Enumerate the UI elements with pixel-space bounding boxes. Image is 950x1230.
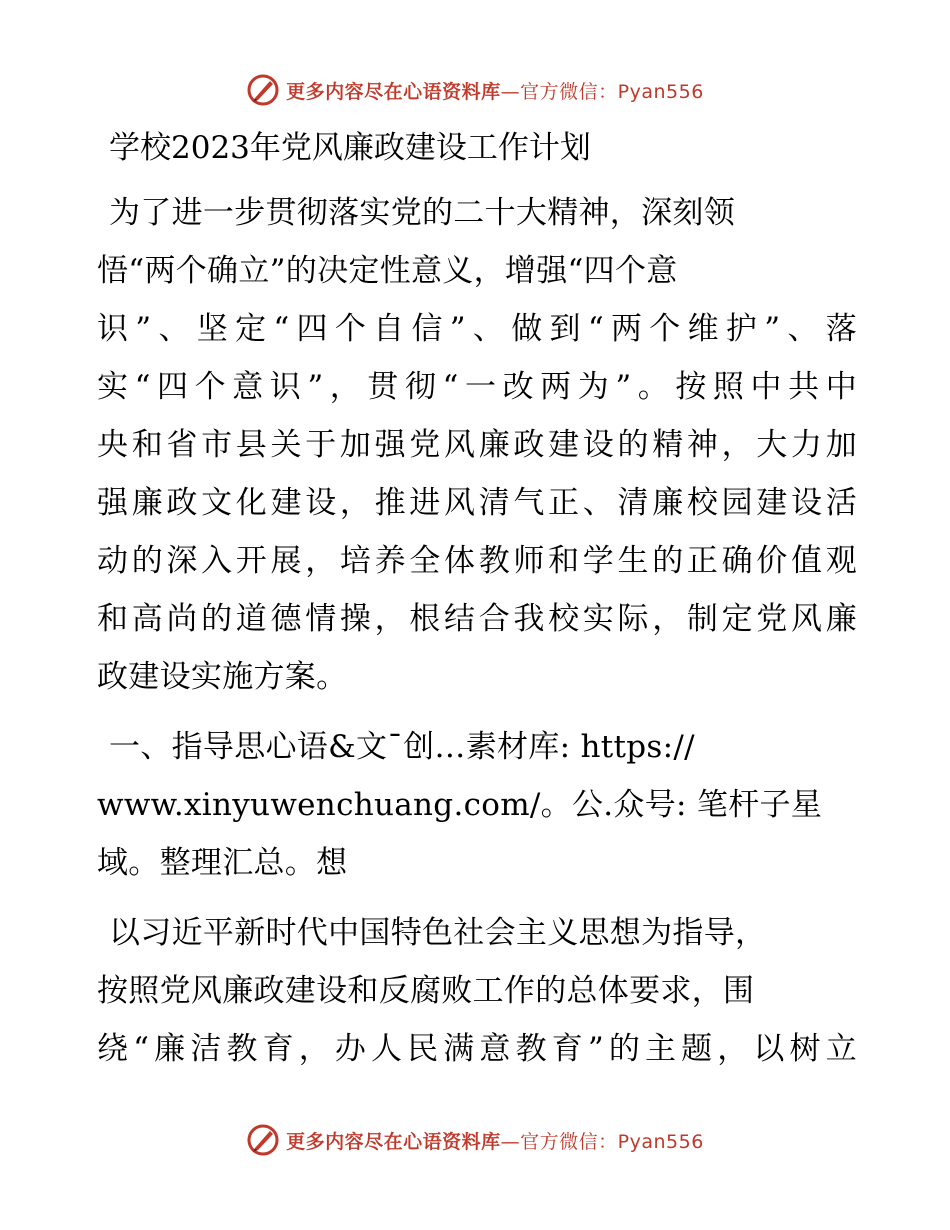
paragraph-line: 一、指导思心语&文¯创…素材库: https:// bbox=[109, 729, 695, 765]
watermark-banner-bottom bbox=[0, 1120, 950, 1160]
paragraph-line: 强廉政文化建设，推进风清气正、清廉校园建设活 bbox=[97, 485, 857, 521]
document-title: 学校2023年党风廉政建设工作计划 bbox=[109, 130, 591, 166]
intro-paragraph bbox=[97, 184, 857, 706]
watermark-text: 更多内容尽在心语资料库—官方微信：Pyan556 bbox=[286, 80, 704, 103]
paragraph-line: 为了进一步贯彻落实党的二十大精神，深刻领 bbox=[109, 195, 735, 231]
paragraph-line: www.xinyuwenchuang.com/。公.众号: 笔杆子星 bbox=[97, 787, 823, 823]
paragraph-line: 央和省市县关于加强党风廉政建设的精神，大力加 bbox=[97, 427, 857, 463]
paragraph-line: 政建设实施方案。 bbox=[97, 659, 348, 695]
paragraph-line: 以习近平新时代中国特色社会主义思想为指导， bbox=[109, 915, 767, 951]
paragraph-line: 域。整理汇总。想 bbox=[97, 845, 348, 881]
quill-pen-logo-icon bbox=[246, 73, 280, 107]
quill-pen-logo-icon bbox=[246, 1123, 280, 1157]
paragraph-line: 动的深入开展，培养全体教师和学生的正确价值观 bbox=[97, 543, 857, 579]
section-heading-guiding-thought bbox=[97, 718, 857, 892]
paragraph-line: 悟“两个确立”的决定性意义，增强“四个意 bbox=[97, 253, 678, 289]
paragraph-line: 按照党风廉政建设和反腐败工作的总体要求，围 bbox=[97, 973, 755, 1009]
paragraph-line: 绕“廉洁教育，办人民满意教育”的主题，以树立 bbox=[97, 1031, 857, 1067]
document-body bbox=[97, 120, 857, 1090]
watermark-text: 更多内容尽在心语资料库—官方微信：Pyan556 bbox=[286, 1130, 704, 1153]
paragraph-line: 识”、坚定“四个自信”、做到“两个维护”、落 bbox=[97, 311, 857, 347]
paragraph-line: 实“四个意识”，贯彻“一改两为”。按照中共中 bbox=[97, 369, 857, 405]
paragraph-line: 和高尚的道德情操，根结合我校实际，制定党风廉 bbox=[97, 601, 857, 637]
guiding-paragraph bbox=[97, 904, 857, 1078]
watermark-banner-top bbox=[0, 70, 950, 110]
